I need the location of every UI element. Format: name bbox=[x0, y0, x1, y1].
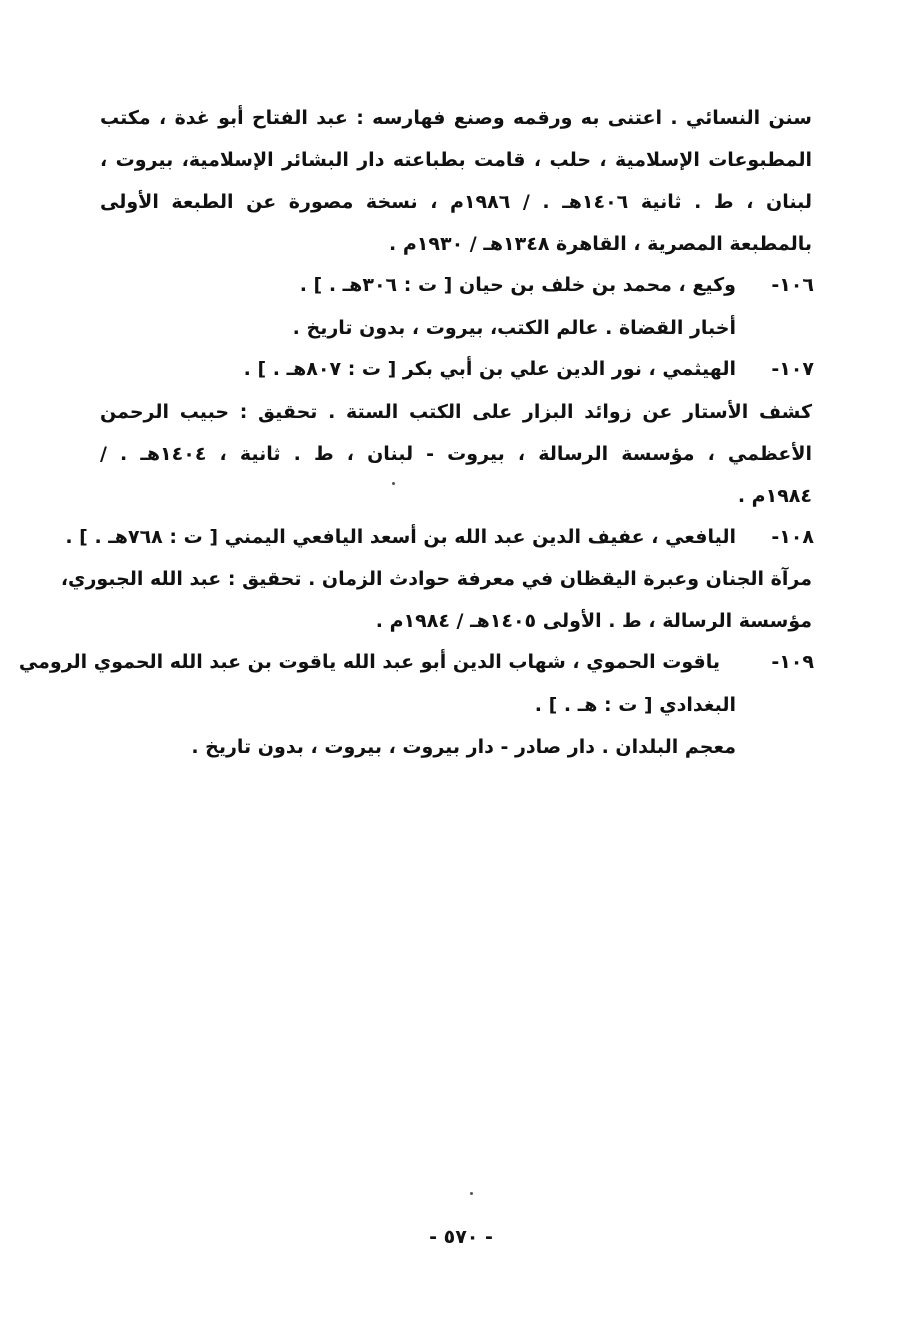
entry-number: ١٠٨- bbox=[771, 526, 814, 548]
entry-author-line: الهيثمي ، نور الدين علي بن أبي بكر [ ت : ٨٠٧هـ . ] . bbox=[243, 358, 736, 380]
entry-author-line: البغدادي [ ت : هـ . ] . bbox=[534, 694, 736, 716]
entry-author-line: اليافعي ، عفيف الدين عبد الله بن أسعد اليافعي اليمني [ ت : ٧٦٨هـ . ] . bbox=[65, 526, 736, 548]
entry-number: ١٠٧- bbox=[771, 358, 814, 380]
entry-number: ١٠٩- bbox=[771, 651, 814, 673]
text-line: المطبوعات الإسلامية ، حلب ، قامت بطباعته دار البشائر الإسلامية، بيروت ، bbox=[100, 149, 812, 171]
text-line: سنن النسائي . اعتنى به ورقمه وصنع فهارسه : عبد الفتاح أبو غدة ، مكتب bbox=[100, 107, 812, 129]
text-line: بالمطبعة المصرية ، القاهرة ١٣٤٨هـ / ١٩٣٠م . bbox=[389, 233, 812, 255]
entry-author-line: ياقوت الحموي ، شهاب الدين أبو عبد الله ياقوت بن عبد الله الحموي الرومي bbox=[18, 651, 720, 673]
entry-title-line: أخبار القضاة . عالم الكتب، بيروت ، بدون تاريخ . bbox=[292, 317, 736, 339]
page-number: - ٥٧٠ - bbox=[429, 1226, 493, 1248]
entry-title-line: الأعظمي ، مؤسسة الرسالة ، بيروت - لبنان ، ط . ثانية ، ١٤٠٤هـ . / bbox=[100, 443, 812, 465]
entry-author-line: وكيع ، محمد بن خلف بن حيان [ ت : ٣٠٦هـ . ] . bbox=[299, 274, 736, 296]
entry-title-line: كشف الأستار عن زوائد البزار على الكتب الستة . تحقيق : حبيب الرحمن bbox=[100, 401, 812, 423]
entry-title-line: مرآة الجنان وعبرة اليقظان في معرفة حوادث الزمان . تحقيق : عبد الله الجبوري، bbox=[60, 568, 812, 590]
scan-speck bbox=[470, 1192, 473, 1195]
entry-title-line: مؤسسة الرسالة ، ط . الأولى ١٤٠٥هـ / ١٩٨٤م . bbox=[375, 610, 812, 632]
entry-title-line: ١٩٨٤م . bbox=[737, 485, 812, 507]
text-line: لبنان ، ط . ثانية ١٤٠٦هـ . / ١٩٨٦م ، نسخة مصورة عن الطبعة الأولى bbox=[100, 191, 813, 213]
entry-title-line: معجم البلدان . دار صادر - دار بيروت ، بيروت ، بدون تاريخ . bbox=[191, 736, 736, 758]
entry-number: ١٠٦- bbox=[771, 274, 814, 296]
scan-speck bbox=[392, 482, 395, 485]
